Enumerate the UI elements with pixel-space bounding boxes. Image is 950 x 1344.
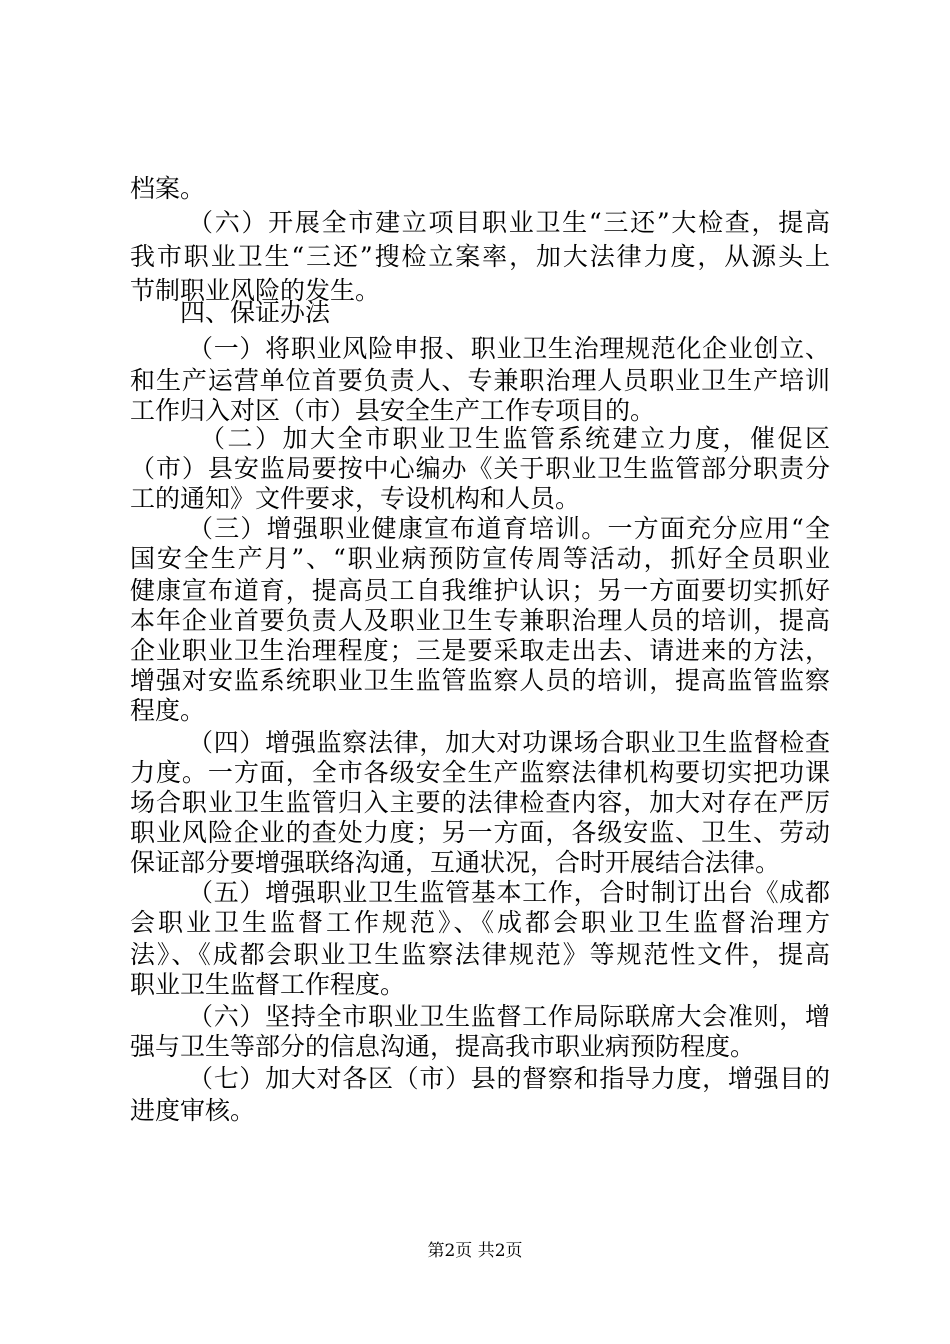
text-line: 国安全生产月”、“职业病预防宣传周等活动，抓好全员职业 xyxy=(130,544,830,573)
text-line: 企业职业卫生治理程度；三是要采取走出去、请进来的方法， xyxy=(130,636,830,665)
text-line: 工作归入对区（市）县安全生产工作专项目的。 xyxy=(130,396,656,425)
text-line: 职业风险企业的查处力度；另一方面，各级安监、卫生、劳动 xyxy=(130,818,830,847)
text-line: 程度。 xyxy=(130,696,206,725)
page-number: 第2页 共2页 xyxy=(427,1241,523,1261)
text-line: 保证部分要增强联络沟通，互通状况，合时开展结合法律。 xyxy=(130,848,781,877)
text-line: 节制职业风险的发生。 xyxy=(130,276,381,305)
text-line: 我市职业卫生“三还”搜检立案率，加大法律力度，从源头上 xyxy=(130,242,830,271)
text-line: 增强对安监系统职业卫生监管监察人员的培训，提高监管监察 xyxy=(130,666,830,695)
text-line: （四）增强监察法律，加大对功课场合职业卫生监督检查 xyxy=(188,728,830,757)
text-line: （二）加大全市职业卫生监管系统建立力度，催促区 xyxy=(200,424,830,453)
text-line: 会职业卫生监督工作规范》、《成都会职业卫生监督治理方 xyxy=(130,908,830,937)
text-line: 法》、《成都会职业卫生监察法律规范》等规范性文件，提高 xyxy=(130,940,830,969)
text-line: （七）加大对各区（市）县的督察和指导力度，增强目的 xyxy=(188,1064,830,1093)
text-line: 强与卫生等部分的信息沟通，提高我市职业病预防程度。 xyxy=(130,1032,756,1061)
text-line: （六）开展全市建立项目职业卫生“三还”大检查，提高 xyxy=(188,208,830,237)
text-line: 进度审核。 xyxy=(130,1096,256,1125)
text-line: （三）增强职业健康宣布道育培训。一方面充分应用“全 xyxy=(188,514,830,543)
text-line: （市）县安监局要按中心编办《关于职业卫生监管部分职责分 xyxy=(130,454,830,483)
text-line: （一）将职业风险申报、职业卫生治理规范化企业创立、 xyxy=(188,334,830,363)
text-line: 健康宣布道育，提高员工自我维护认识；另一方面要切实抓好 xyxy=(130,576,830,605)
text-line: 力度。一方面，全市各级安全生产监察法律机构要切实把功课 xyxy=(130,758,830,787)
text-line: 档案。 xyxy=(130,174,206,203)
text-line: 工的通知》文件要求，专设机构和人员。 xyxy=(130,484,581,513)
section-heading: 四、保证办法 xyxy=(180,298,331,327)
text-line: 职业卫生监督工作程度。 xyxy=(130,970,406,999)
text-line: （六）坚持全市职业卫生监督工作局际联席大会准则，增 xyxy=(188,1002,830,1031)
text-line: 场合职业卫生监管归入主要的法律检查内容，加大对存在严厉 xyxy=(130,788,830,817)
text-line: （五）增强职业卫生监管基本工作，合时制订出台《成都 xyxy=(188,878,830,907)
text-line: 本年企业首要负责人及职业卫生专兼职治理人员的培训，提高 xyxy=(130,606,830,635)
text-line: 和生产运营单位首要负责人、专兼职治理人员职业卫生产培训 xyxy=(130,366,830,395)
